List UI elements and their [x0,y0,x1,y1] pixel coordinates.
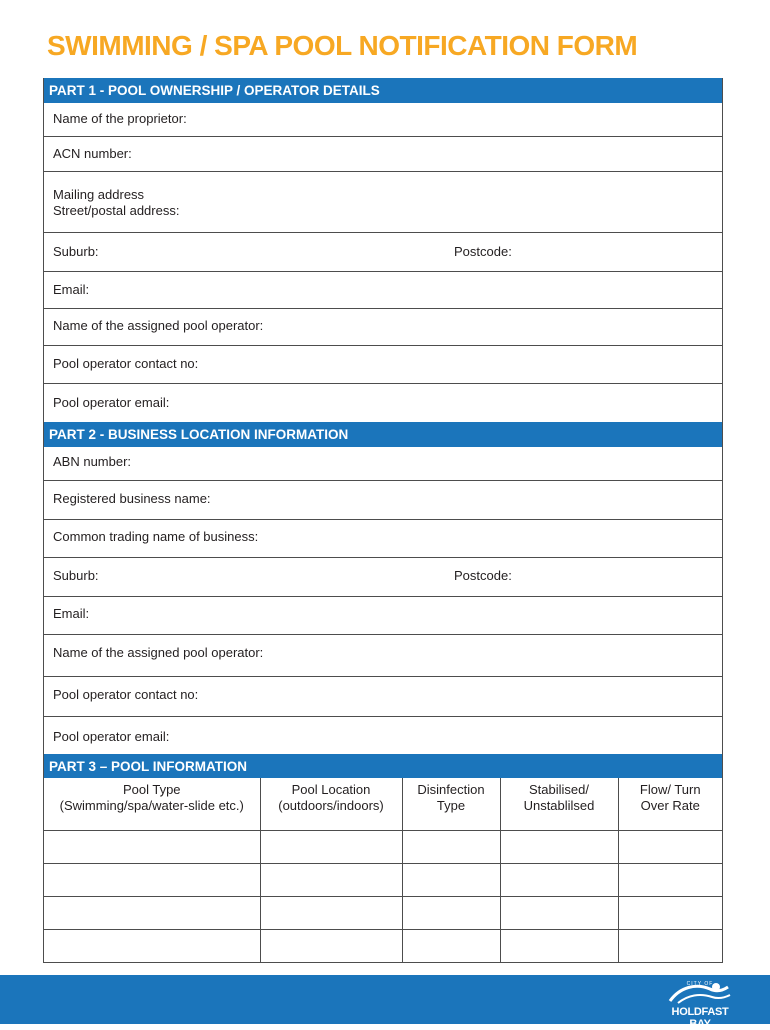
column-header-disinfection [402,778,500,831]
column-header-line: (outdoors/indoors) [278,798,384,813]
business-suburb-postcode-field[interactable] [44,558,722,597]
operator-email-label: Pool operator email: [53,395,170,410]
table-cell[interactable] [500,864,618,897]
trading-name-field[interactable] [44,520,722,558]
business-operator-contact-field[interactable] [44,677,722,717]
table-row [44,864,722,897]
column-header-line: Unstablilsed [523,798,595,813]
operator-name-label: Name of the assigned pool operator: [53,318,264,333]
suburb-label: Suburb: [53,244,99,259]
table-cell[interactable] [402,831,500,864]
column-header-line: Type [436,798,466,813]
operator-contact-field[interactable] [44,346,722,384]
table-cell[interactable] [44,930,260,963]
column-header-stabilised [500,778,618,831]
mailing-address-field[interactable] [44,172,722,233]
mailing-label: Mailing address [53,187,145,202]
table-cell[interactable] [44,864,260,897]
table-cell[interactable] [260,864,402,897]
table-cell[interactable] [260,831,402,864]
column-header-line: Over Rate [640,798,700,813]
column-header-line: Stabilised/ [529,782,589,797]
column-header-flow-rate [618,778,722,831]
registered-name-field[interactable] [44,481,722,520]
business-suburb-label: Suburb: [53,568,99,583]
proprietor-label: Name of the proprietor: [53,111,187,126]
table-cell[interactable] [618,897,722,930]
column-header-pool-location [260,778,402,831]
table-cell[interactable] [618,930,722,963]
trading-name-label: Common trading name of business: [53,529,259,544]
holdfast-bay-logo [660,979,740,1030]
operator-email-field[interactable] [44,384,722,422]
table-cell[interactable] [618,831,722,864]
table-row [44,831,722,864]
business-operator-name-label: Name of the assigned pool operator: [53,645,264,660]
table-header-row [44,778,722,831]
business-operator-email-field[interactable] [44,717,722,754]
business-operator-contact-label: Pool operator contact no: [53,687,199,702]
street-label: Street/postal address: [53,203,180,218]
table-cell[interactable] [618,864,722,897]
postcode-label: Postcode: [454,244,512,259]
acn-field[interactable] [44,137,722,172]
pool-information-table [44,778,722,963]
notification-form [43,78,723,963]
column-header-line: (Swimming/spa/water-slide etc.) [59,798,244,813]
column-header-line: Flow/ Turn [639,782,701,797]
table-cell[interactable] [402,930,500,963]
abn-field[interactable] [44,447,722,481]
business-postcode-label: Postcode: [454,568,512,583]
table-row [44,930,722,963]
acn-label: ACN number: [53,146,132,161]
suburb-postcode-field[interactable] [44,233,722,272]
table-cell[interactable] [402,864,500,897]
table-cell[interactable] [500,930,618,963]
logo-city-text: CITY OF [686,981,714,987]
operator-name-field[interactable] [44,309,722,346]
business-email-field[interactable] [44,597,722,635]
business-email-label: Email: [53,606,90,621]
column-header-line: Pool Location [291,782,371,797]
column-header-line: Pool Type [122,782,181,797]
form-title: SWIMMING / SPA POOL NOTIFICATION FORM [47,30,638,61]
table-cell[interactable] [500,831,618,864]
table-cell[interactable] [260,930,402,963]
registered-name-label: Registered business name: [53,491,211,506]
part1-header: PART 1 - POOL OWNERSHIP / OPERATOR DETAILS [44,78,722,103]
operator-contact-label: Pool operator contact no: [53,356,199,371]
table-cell[interactable] [44,897,260,930]
column-header-pool-type [44,778,260,831]
table-cell[interactable] [402,897,500,930]
table-cell[interactable] [44,831,260,864]
part2-header: PART 2 - BUSINESS LOCATION INFORMATION [44,422,722,447]
table-cell[interactable] [500,897,618,930]
column-header-line: Disinfection [417,782,485,797]
email-label: Email: [53,282,90,297]
email-field[interactable] [44,272,722,309]
footer-bar [0,975,770,1030]
table-row [44,897,722,930]
proprietor-field[interactable] [44,103,722,137]
part3-header: PART 3 – POOL INFORMATION [44,754,722,778]
business-operator-email-label: Pool operator email: [53,729,170,744]
logo-name-text: HOLDFAST BAY [671,1006,729,1030]
table-cell[interactable] [260,897,402,930]
abn-label: ABN number: [53,454,132,469]
business-operator-name-field[interactable] [44,635,722,677]
